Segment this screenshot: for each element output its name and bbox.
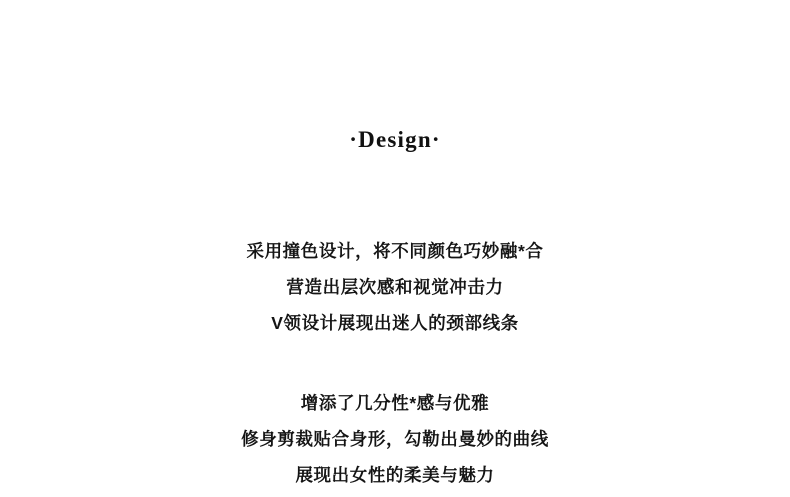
paragraph-line: 增添了几分性*感与优雅 [300,393,490,413]
paragraph-line: 展现出女性的柔美与魅力 [295,465,495,485]
paragraph-line: 营造出层次感和视觉冲击力 [286,277,504,297]
paragraph-line: V领设计展现出迷人的颈部线条 [271,313,519,333]
paragraph-block-2 [0,385,790,493]
paragraph-line: 修身剪裁贴合身形，勾勒出曼妙的曲线 [241,429,549,449]
page-title: ·Design· [349,127,441,152]
paragraph-block-1 [0,233,790,341]
paragraph-line: 采用撞色设计，将不同颜色巧妙融*合 [246,241,544,261]
